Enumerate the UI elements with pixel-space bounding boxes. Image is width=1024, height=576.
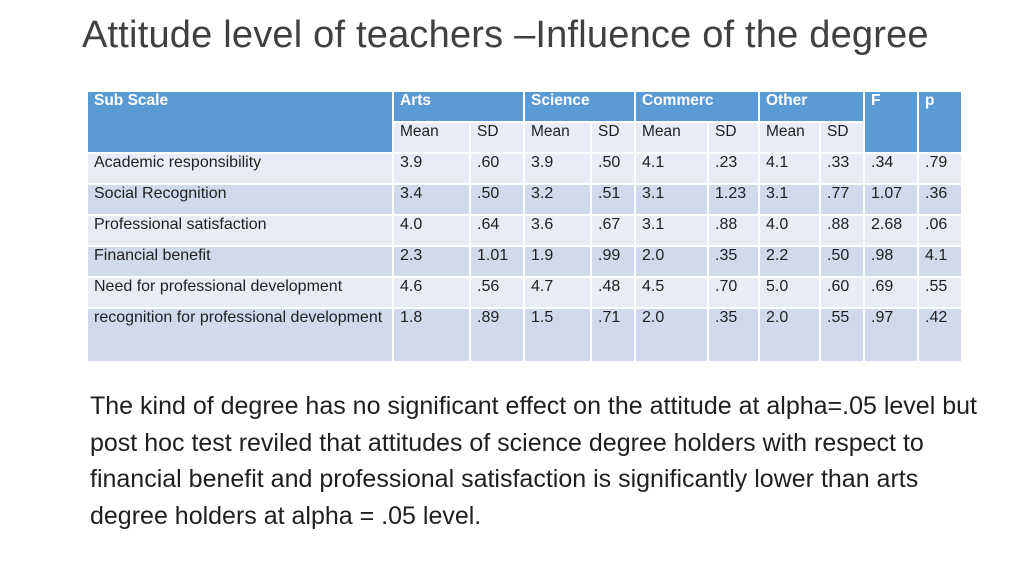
table-cell: 4.1	[636, 154, 709, 185]
p-header: p	[919, 92, 963, 154]
table-cell: .06	[919, 216, 963, 247]
row-label: recognition for professional development	[88, 309, 394, 363]
table-cell: .23	[709, 154, 760, 185]
table-cell: .48	[592, 278, 636, 309]
table-row	[88, 278, 963, 309]
table-cell: 2.68	[865, 216, 919, 247]
conclusion-paragraph: The kind of degree has no significant effect on the attitude at alpha=.05 level but post hoc test reviled that attitudes of science degree holders with respect to financial benefit and professional satisfaction is significantly lower than arts degree holders at alpha = .05 level.	[90, 392, 977, 530]
table-cell: 3.9	[394, 154, 471, 185]
table-cell: .88	[709, 216, 760, 247]
subscale-header: Sub Scale	[88, 92, 394, 154]
table-cell: .71	[592, 309, 636, 363]
slide-title: Attitude level of teachers –Influence of the degree	[82, 14, 929, 56]
table-cell: 5.0	[760, 278, 821, 309]
mean-header: Mean	[760, 123, 821, 154]
table-cell: .42	[919, 309, 963, 363]
table-body	[88, 154, 963, 363]
table-row	[88, 216, 963, 247]
table-cell: 3.9	[525, 154, 592, 185]
attitude-table	[88, 92, 963, 363]
table-cell: .50	[592, 154, 636, 185]
table-cell: .55	[821, 309, 865, 363]
mean-header: Mean	[525, 123, 592, 154]
table-cell: 3.1	[636, 185, 709, 216]
sd-header: SD	[471, 123, 525, 154]
table-cell: 4.0	[760, 216, 821, 247]
table-cell: .60	[821, 278, 865, 309]
table-cell: 4.6	[394, 278, 471, 309]
row-label: Financial benefit	[88, 247, 394, 278]
table-cell: .34	[865, 154, 919, 185]
row-label: Need for professional development	[88, 278, 394, 309]
table-cell: 1.9	[525, 247, 592, 278]
table-cell: 4.7	[525, 278, 592, 309]
mean-header: Mean	[636, 123, 709, 154]
row-label: Social Recognition	[88, 185, 394, 216]
table-cell: 3.2	[525, 185, 592, 216]
table-cell: .36	[919, 185, 963, 216]
group-header-arts: Arts	[394, 92, 525, 123]
table-cell: 3.1	[760, 185, 821, 216]
table-cell: 4.1	[919, 247, 963, 278]
row-label: Academic responsibility	[88, 154, 394, 185]
table-row	[88, 185, 963, 216]
table-cell: .35	[709, 247, 760, 278]
table-row	[88, 247, 963, 278]
table-cell: .69	[865, 278, 919, 309]
table-cell: 4.0	[394, 216, 471, 247]
table-cell: .77	[821, 185, 865, 216]
table-cell: .33	[821, 154, 865, 185]
table-cell: .50	[821, 247, 865, 278]
group-header-other: Other	[760, 92, 865, 123]
sd-header: SD	[709, 123, 760, 154]
table-cell: .70	[709, 278, 760, 309]
table-cell: .67	[592, 216, 636, 247]
table-cell: 1.07	[865, 185, 919, 216]
table-cell: 1.23	[709, 185, 760, 216]
table-cell: 2.2	[760, 247, 821, 278]
group-header-commerce: Commerc	[636, 92, 760, 123]
table-cell: 1.8	[394, 309, 471, 363]
table-cell: .56	[471, 278, 525, 309]
sd-header: SD	[821, 123, 865, 154]
table-cell: 4.1	[760, 154, 821, 185]
table-row	[88, 154, 963, 185]
table-row	[88, 309, 963, 363]
table-cell: .99	[592, 247, 636, 278]
table-cell: 1.01	[471, 247, 525, 278]
table-cell: .50	[471, 185, 525, 216]
table-cell: .97	[865, 309, 919, 363]
table-cell: 3.6	[525, 216, 592, 247]
table-cell: 2.3	[394, 247, 471, 278]
table-cell: 2.0	[760, 309, 821, 363]
table-cell: 2.0	[636, 247, 709, 278]
table-cell: 1.5	[525, 309, 592, 363]
table-cell: .55	[919, 278, 963, 309]
table-cell: 2.0	[636, 309, 709, 363]
mean-header: Mean	[394, 123, 471, 154]
table-cell: .89	[471, 309, 525, 363]
group-header-science: Science	[525, 92, 636, 123]
table-cell: 4.5	[636, 278, 709, 309]
sd-header: SD	[592, 123, 636, 154]
table-cell: .51	[592, 185, 636, 216]
f-header: F	[865, 92, 919, 154]
table-cell: 3.1	[636, 216, 709, 247]
table-cell: .35	[709, 309, 760, 363]
table-cell: 3.4	[394, 185, 471, 216]
table-cell: .88	[821, 216, 865, 247]
table-group-header-row	[88, 92, 963, 123]
table-cell: .98	[865, 247, 919, 278]
row-label: Professional satisfaction	[88, 216, 394, 247]
table-cell: .60	[471, 154, 525, 185]
table-cell: .79	[919, 154, 963, 185]
table-cell: .64	[471, 216, 525, 247]
